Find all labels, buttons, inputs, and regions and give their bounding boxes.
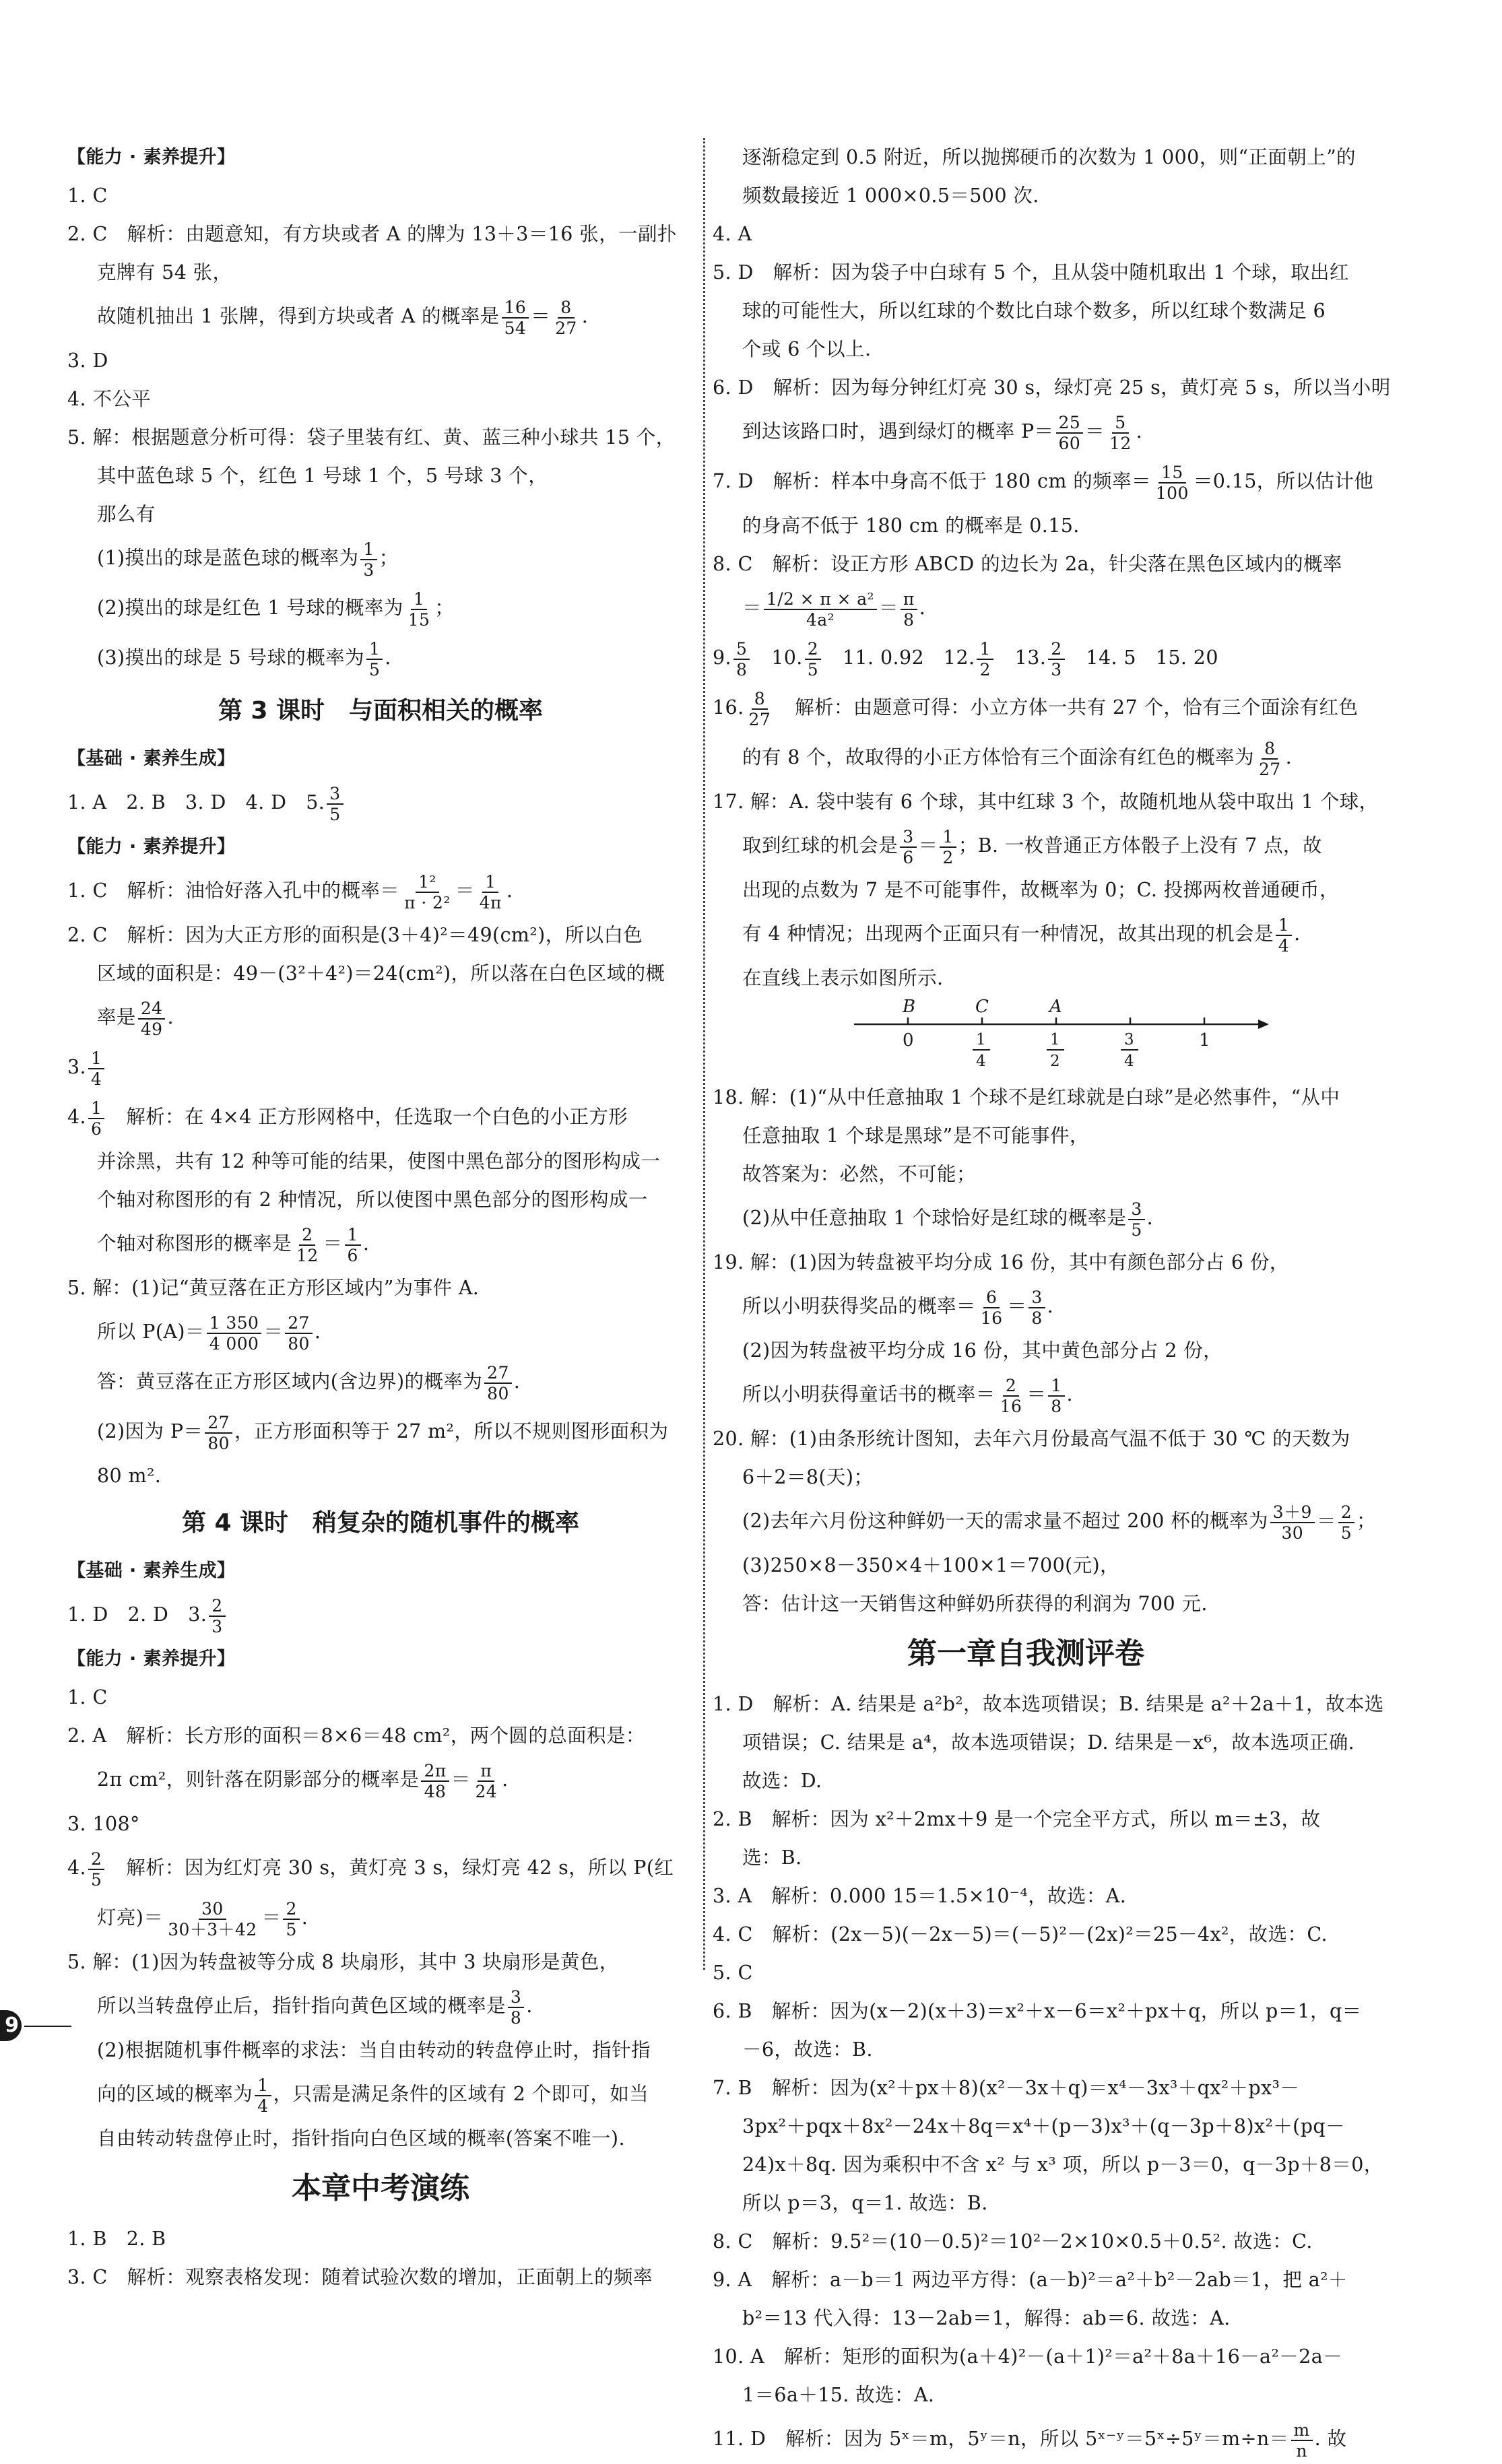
answer-line: 的身高不低于 180 cm 的概率是 0.15.	[742, 514, 1080, 537]
tick-label-half-den: 2	[1050, 1053, 1060, 1070]
answer-line: 2π cm²，则针落在阴影部分的概率是 $\frac{2\pi}{48}$ ＝ $\frac{\pi}{24}$ .	[97, 1760, 509, 1801]
answer-line: 10. A 解析：矩形的面积为(a＋4)²－(a＋1)²＝a²＋8a＋16－a²－2a－	[713, 2345, 1342, 2368]
answer-line: 4. $\frac{1}{6}$ 解析：在 4×4 正方形网格中，任选取一个白色的小正方形	[67, 1098, 628, 1139]
answer-line: 20. 解：(1)由条形统计图知，去年六月份最高气温不低于 30 ℃ 的天数为	[713, 1428, 1350, 1450]
answer-line: 任意抽取 1 个球是黑球”是不可能事件，	[742, 1125, 1089, 1147]
answer-line: 项错误；C. 结果是 a⁴，故本选项错误；D. 结果是－x⁶，故本选项正确.	[742, 1731, 1355, 1754]
fraction: $\frac{16}{54}$	[502, 298, 529, 338]
fraction: $\frac{1}{8}$	[1048, 1376, 1064, 1416]
answer-line: 故答案为：必然，不可能；	[742, 1163, 976, 1185]
answer-line: (3)250×8－350×4＋100×1＝700(元)，	[742, 1554, 1119, 1576]
lesson-4-heading: 第 4 课时 稍复杂的随机事件的概率	[181, 1509, 580, 1537]
answer-line: 所以小明获得奖品的概率＝ $\frac{6}{16}$ ＝ $\frac{3}{8}$ .	[742, 1287, 1054, 1328]
answer-line: 4. 不公平	[67, 388, 152, 410]
answer-line: 1. B 2. B	[67, 2228, 166, 2250]
fraction: $\frac{3+9}{30}$	[1270, 1502, 1315, 1543]
lesson-3-heading: 第 3 课时 与面积相关的概率	[218, 697, 544, 725]
answer-line: 并涂黑，共有 12 种等可能的结果，使图中黑色部分的图形构成一	[97, 1150, 661, 1172]
answer-line: 2. C 解析：由题意知，有方块或者 A 的牌为 13＋3＝16 张，一副扑	[67, 223, 677, 245]
answer-line: 故随机抽出 1 张牌，得到方块或者 A 的概率是 $\frac{16}{54}$ ＝ $\frac{8}{27}$ .	[97, 297, 589, 338]
fraction: $\frac{2}{5}$	[283, 1899, 299, 1939]
arrow-right-icon	[1258, 1020, 1269, 1029]
answer-line: 1. D 2. D 3. $\frac{2}{3}$	[67, 1590, 694, 1640]
answer-line: 1. C	[67, 185, 108, 207]
answer-line: 个轴对称图形的有 2 种情况，所以使图中黑色部分的图形构成一	[97, 1189, 648, 1211]
answer-line: 逐渐稳定到 0.5 附近，所以抛掷硬币的次数为 1 000，则“正面朝上”的	[742, 146, 1356, 168]
number-line	[854, 997, 1272, 1078]
answer-line: 有 4 种情况；出现两个正面只有一种情况，故其出现的机会是 $\frac{1}{4}$ .	[742, 914, 1301, 956]
answer-line: 自由转动转盘停止时，指针指向白色区域的概率(答案不唯一).	[97, 2127, 625, 2150]
answer-line: 6＋2＝8(天)；	[742, 1466, 874, 1488]
answer-line: 18. 解：(1)“从中任意抽取 1 个球不是红球就是白球”是必然事件，“从中	[713, 1086, 1340, 1108]
answer-line: 3. 108°	[67, 1813, 140, 1835]
answer-line: 率是 $\frac{24}{49}$ .	[97, 998, 174, 1039]
section-tag: 【能力 · 素养提升】	[67, 1649, 236, 1669]
answer-line: 17. 解：A. 袋中装有 6 个球，其中红球 3 个，故随机地从袋中取出 1 个球，	[713, 791, 1379, 813]
answer-line: 4. A	[713, 223, 752, 245]
fraction: $\frac{3}{6}$	[900, 827, 916, 867]
right-column	[713, 138, 1391, 2464]
answer-line: (3)摸出的球是 5 号球的概率为 $\frac{1}{5}$ .	[97, 638, 391, 679]
answer-line: 频数最接近 1 000×0.5＝500 次.	[742, 185, 1039, 207]
tick-label-quarter-den: 4	[976, 1053, 986, 1070]
number-line-svg	[854, 997, 1272, 1078]
fraction: $\frac{2}{5}$	[805, 639, 821, 679]
answer-line: 的有 8 个，故取得的小正方体恰有三个面涂有红色的概率为 $\frac{8}{27}$ .	[742, 738, 1293, 779]
point-label-a: A	[1049, 997, 1062, 1017]
answer-line: 16. $\frac{8}{27}$ 解析：由题意可得：小立方体一共有 27 个，恰有三个面涂有红色	[713, 688, 1359, 729]
section-tag: 【能力 · 素养提升】	[67, 147, 236, 168]
answer-line: 到达该路口时，遇到绿灯的概率 P＝ $\frac{25}{60}$ ＝ $\frac{5}{12}$ .	[742, 412, 1143, 453]
fraction: $\frac{2}{16}$	[1000, 1375, 1022, 1416]
answer-line: 在直线上表示如图所示.	[742, 967, 944, 989]
answer-line: 6. D 解析：因为每分钟红灯亮 30 s，绿灯亮 25 s，黄灯亮 5 s，所以当小明	[713, 376, 1391, 399]
fraction: $\frac{27}{80}$	[205, 1413, 232, 1453]
answer-line: 24)x＋8q. 因为乘积中不含 x² 与 x³ 项，所以 p－3＝0，q－3p＋8＝0，	[742, 2154, 1383, 2176]
answer-line: 1. C	[67, 1686, 108, 1708]
fraction: $\frac{2}{3}$	[209, 1596, 225, 1636]
fraction: $\frac{1}{4}$	[255, 2075, 271, 2116]
answer-line: 个轴对称图形的概率是 $\frac{2}{12}$ ＝ $\frac{1}{6}$ .	[97, 1224, 370, 1265]
fraction: $\frac{1}{15}$	[407, 589, 430, 630]
fraction: $\frac{2}{5}$	[1338, 1502, 1354, 1543]
answer-line: 区域的面积是：49－(3²＋4²)＝24(cm²)，所以落在白色区域的概	[97, 962, 665, 985]
fraction: $\frac{27}{80}$	[484, 1363, 512, 1403]
answer-line: 5. 解：根据题意分析可得：袋子里装有红、黄、蓝三种小球共 15 个，	[67, 426, 676, 448]
fraction: $\frac{3}{5}$	[1128, 1199, 1144, 1240]
section-tag: 【基础 · 素养生成】	[67, 1560, 236, 1581]
fraction: $\frac{8}{27}$	[748, 688, 771, 729]
answer-line: 3. A 解析：0.000 15＝1.5×10⁻⁴，故选：A.	[713, 1885, 1127, 1907]
answer-line: 3. D	[67, 349, 108, 372]
answer-line: 选：B.	[742, 1846, 802, 1869]
answer-line: 8. C 解析：9.5²＝(10－0.5)²＝10²－2×10×0.5＋0.5². 故选：C.	[713, 2230, 1313, 2253]
fraction: $\frac{3}{8}$	[1028, 1288, 1045, 1328]
answer-line: 4. C 解析：(2x－5)(－2x－5)＝(－5)²－(2x)²＝25－4x²，故选：C.	[713, 1923, 1328, 1945]
answer-line: 所以 p＝3，q＝1. 故选：B.	[742, 2192, 988, 2214]
answer-line: 3px²＋pqx＋8x²－24x＋8q＝x⁴＋(p－3)x³＋(q－3p＋8)x²＋(pq－	[742, 2115, 1345, 2137]
answer-line: 80 m².	[97, 1465, 162, 1487]
answer-line: 1＝6a＋15. 故选：A.	[742, 2384, 935, 2406]
fraction: $\frac{8}{27}$	[555, 297, 577, 338]
answer-line: (2)因为转盘被平均分成 16 份，其中黄色部分占 2 份，	[742, 1339, 1223, 1362]
tick-label-3q-num: 3	[1124, 1031, 1134, 1048]
column-divider	[703, 138, 705, 1970]
fraction: $\frac{3}{8}$	[508, 1987, 524, 2028]
tick-label-1: 1	[1199, 1030, 1210, 1051]
answer-line: (2)去年六月份这种鲜奶一天的需求量不超过 200 杯的概率为 $\frac{3+9}{30}$ ＝ $\frac{2}{5}$ ；	[742, 1502, 1376, 1543]
fraction: $\frac{\text{1/2 × π × a²}}{\text{4a²}}$	[764, 589, 877, 630]
answer-line: 所以小明获得童话书的概率＝ $\frac{2}{16}$ ＝ $\frac{1}{8}$ .	[742, 1375, 1074, 1416]
answer-line: 所以当转盘停止后，指针指向黄色区域的概率是 $\frac{3}{8}$ .	[97, 1987, 533, 2028]
answer-line: ＝ $\frac{\text{1/2 × π × a²}}{\text{4a²}}$ ＝ $\frac{\pi}{8}$ .	[742, 589, 926, 630]
fraction: $\frac{1}{6}$	[88, 1098, 104, 1139]
answer-line: 个或 6 个以上.	[742, 338, 872, 360]
answer-line: 5. C	[713, 1962, 753, 1984]
fraction: $\frac{\pi}{8}$	[901, 589, 917, 630]
fraction: $\frac{1}{4\pi}$	[479, 871, 502, 912]
fraction: $\frac{8}{27}$	[1258, 738, 1281, 779]
answer-line: 11. D 解析：因为 5ˣ＝m，5ʸ＝n，所以 5ˣ⁻ʸ＝5ˣ÷5ʸ＝m÷n＝ $\frac{m}{n}$ . 故	[713, 2420, 1347, 2461]
answer-line: 2. C 解析：因为大正方形的面积是(3＋4)²＝49(cm²)，所以白色	[67, 924, 643, 946]
fraction: $\frac{5}{8}$	[733, 639, 750, 679]
fraction: $\frac{1}{4}$	[88, 1048, 104, 1089]
fraction: $\frac{2}{3}$	[1048, 639, 1064, 679]
fraction: $\frac{2}{12}$	[296, 1224, 319, 1265]
fraction: $\frac{1 350}{4 000}$	[207, 1313, 262, 1354]
answer-line: 6. B 解析：因为(x－2)(x＋3)＝x²＋x－6＝x²＋px＋q，所以 p＝1，q＝	[713, 2000, 1362, 2022]
answer-line: 7. D 解析：样本中身高不低于 180 cm 的频率＝ $\frac{15}{100}$ ＝0.15，所以估计他	[713, 462, 1374, 503]
answer-line: 5. D 解析：因为袋子中白球有 5 个，且从袋中随机取出 1 个球，取出红	[713, 261, 1349, 284]
fraction: $\frac{6}{16}$	[980, 1287, 1003, 1328]
tick-label-half-num: 1	[1050, 1031, 1060, 1048]
answer-line: 故选：D.	[742, 1770, 822, 1792]
fraction: $\frac{1}{4}$	[1276, 915, 1292, 956]
answer-line: (2)从中任意抽取 1 个球恰好是红球的概率是 $\frac{3}{5}$ .	[742, 1199, 1154, 1240]
answer-line: 19. 解：(1)因为转盘被平均分成 16 份，其中有颜色部分占 6 份，	[713, 1251, 1289, 1273]
fraction: $\frac{2}{5}$	[88, 1849, 104, 1890]
page-number-rule	[24, 2026, 71, 2027]
answer-line: 那么有	[97, 503, 156, 525]
answer-line: －6，故选：B.	[742, 2038, 873, 2061]
answer-line: 向的区域的概率为 $\frac{1}{4}$ ，只需是满足条件的区域有 2 个即可，如当	[97, 2075, 649, 2116]
answer-line: (2)因为 P＝ $\frac{27}{80}$ ，正方形面积等于 27 m²，所以不规则图形面积为	[97, 1412, 669, 1453]
answer-line: 2. A 解析：长方形的面积＝8×6＝48 cm²，两个圆的总面积是：	[67, 1725, 645, 1747]
answer-line: 3. C 解析：观察表格发现：随着试验次数的增加，正面朝上的频率	[67, 2266, 653, 2288]
answer-line: 2. B 解析：因为 x²＋2mx＋9 是一个完全平方式，所以 m＝±3，故	[713, 1808, 1321, 1830]
answer-line: 9. A 解析：a－b＝1 两边平方得：(a－b)²＝a²＋b²－2ab＝1，把 a²＋	[713, 2269, 1348, 2291]
answer-line: 3. $\frac{1}{4}$	[67, 1042, 694, 1092]
answer-line: 8. C 解析：设正方形 ABCD 的边长为 2a，针尖落在黑色区域内的概率	[713, 553, 1342, 575]
fraction: $\frac{5}{12}$	[1109, 412, 1132, 453]
fraction: $\frac{25}{60}$	[1056, 413, 1084, 453]
answer-line: 其中蓝色球 5 个，红色 1 号球 1 个，5 号球 3 个，	[97, 465, 548, 487]
fraction: $\frac{30}{30+3+42}$	[168, 1898, 257, 1939]
answer-line: 灯亮)＝ $\frac{30}{30+3+42}$ ＝ $\frac{2}{5}$ .	[97, 1898, 308, 1939]
answer-line: 出现的点数为 7 是不可能事件，故概率为 0；C. 投掷两枚普通硬币，	[742, 879, 1339, 901]
answer-line: 克牌有 54 张，	[97, 261, 232, 284]
fraction: $\frac{2\pi}{48}$	[421, 1761, 449, 1801]
left-column	[67, 138, 694, 2296]
answer-line: 1. D 解析：A. 结果是 a²b²，故本选项错误；B. 结果是 a²＋2a＋1，故本选	[713, 1693, 1384, 1715]
answer-line: 1. C 解析：油恰好落入孔中的概率＝ $\frac{\text{1²}}{\text{π · 2²}}$ ＝ $\frac{1}{4\pi}$ .	[67, 871, 513, 912]
answer-line: 9. $\frac{5}{8}$ 10. $\frac{2}{5}$ 11. 0.92 12. $\frac{1}{2}$ 13. $\frac{2}{3}$ 14. 5 15. 20	[713, 638, 1218, 679]
answer-line: 球的可能性大，所以红球的个数比白球个数多，所以红球个数满足 6	[742, 300, 1326, 322]
fraction: $\frac{24}{49}$	[138, 999, 166, 1039]
fraction: $\frac{1}{2}$	[940, 827, 956, 867]
fraction: $\frac{1}{5}$	[366, 639, 383, 679]
self-test-heading: 第一章自我测评卷	[907, 1636, 1144, 1671]
point-label-b: B	[903, 997, 916, 1017]
page-number-badge: 9	[0, 2010, 22, 2041]
fraction: $\frac{3}{5}$	[327, 784, 343, 824]
fraction: $\frac{15}{100}$	[1155, 462, 1189, 503]
answer-line: (2)根据随机事件概率的求法：当自由转动的转盘停止时，指针指	[97, 2039, 651, 2061]
answer-line: (1)摸出的球是蓝色球的概率为 $\frac{1}{3}$ ；	[97, 539, 399, 580]
answer-line: 4. $\frac{2}{5}$ 解析：因为红灯亮 30 s，黄灯亮 3 s，绿灯亮 42 s，所以 P(红	[67, 1849, 674, 1890]
answer-line: 取到红球的机会是 $\frac{3}{6}$ ＝ $\frac{1}{2}$ ；B. 一枚普通正方体骰子上没有 7 点，故	[742, 826, 1322, 867]
section-tag: 【基础 · 素养生成】	[67, 748, 236, 769]
point-label-c: C	[975, 997, 989, 1017]
fraction: $\frac{27}{80}$	[285, 1313, 313, 1354]
answer-line: (2)摸出的球是红色 1 号球的概率为 $\frac{1}{15}$ ；	[97, 589, 455, 630]
fraction: $\frac{\pi}{24}$	[475, 1760, 498, 1801]
answer-line: 所以 P(A)＝ $\frac{1 350}{4 000}$ ＝ $\frac{27}{80}$ .	[97, 1312, 321, 1354]
answer-line: 7. B 解析：因为(x²＋px＋8)(x²－3x＋q)＝x⁴－3x³＋qx²＋px³－	[713, 2077, 1300, 2099]
answer-line: 答：黄豆落在正方形区域内(含边界)的概率为 $\frac{27}{80}$ .	[97, 1362, 521, 1403]
answer-line: 5. 解：(1)因为转盘被等分成 8 块扇形，其中 3 块扇形是黄色，	[67, 1951, 619, 1973]
answer-line: b²＝13 代入得：13－2ab＝1，解得：ab＝6. 故选：A.	[742, 2307, 1231, 2329]
fraction: $\frac{1}{3}$	[360, 539, 377, 580]
answer-line: 答：估计这一天销售这种鲜奶所获得的利润为 700 元.	[742, 1593, 1208, 1615]
answer-line: 1. A 2. B 3. D 4. D 5. $\frac{3}{5}$	[67, 778, 694, 828]
fraction: $\frac{m}{n}$	[1291, 2420, 1313, 2461]
section-tag: 【能力 · 素养提升】	[67, 836, 236, 857]
exam-heading: 本章中考演练	[292, 2171, 469, 2205]
fraction: $\frac{1}{2}$	[977, 639, 993, 679]
fraction: $\frac{\text{1²}}{\text{π · 2²}}$	[404, 871, 451, 912]
tick-label-0: 0	[903, 1030, 914, 1051]
answer-line: 5. 解：(1)记“黄豆落在正方形区域内”为事件 A.	[67, 1277, 480, 1299]
fraction: $\frac{1}{6}$	[345, 1225, 361, 1265]
tick-label-quarter-num: 1	[976, 1031, 986, 1048]
tick-label-3q-den: 4	[1124, 1053, 1134, 1070]
